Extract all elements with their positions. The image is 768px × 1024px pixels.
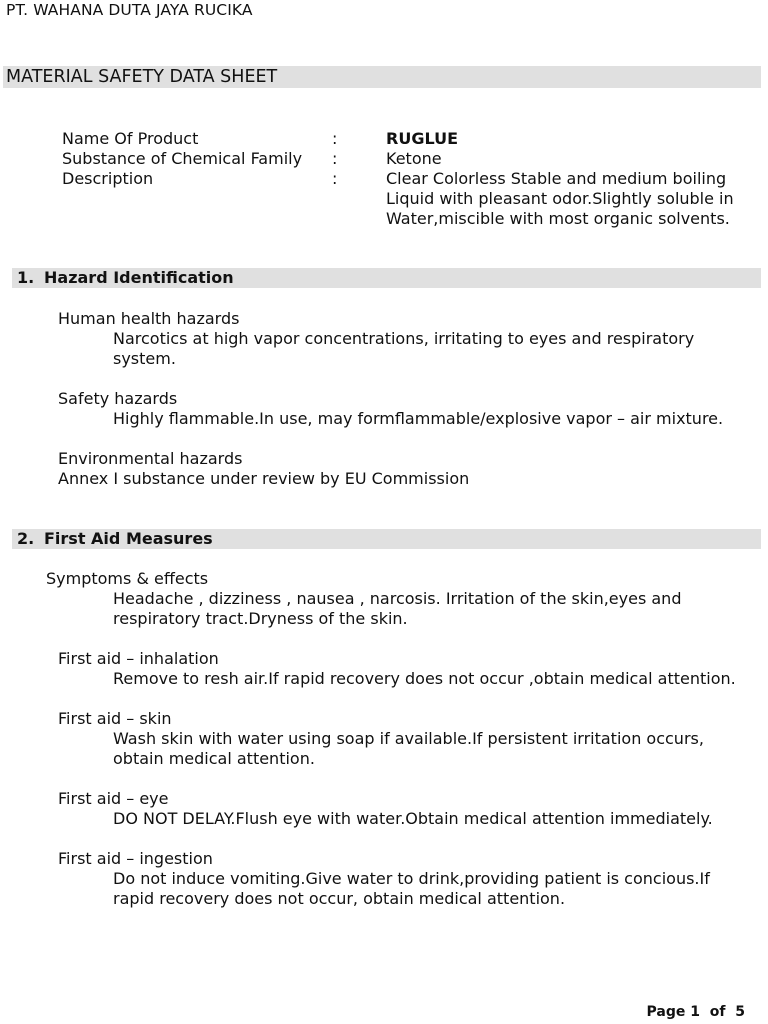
- section-2-heading: [17, 529, 213, 549]
- eye-text: DO NOT DELAY.Flush eye with water.Obtain medical attention immediately.: [113, 809, 713, 828]
- page-current: 1: [690, 1004, 701, 1020]
- section-1-heading: [17, 268, 234, 288]
- page-number: [647, 1004, 745, 1020]
- description-separator: :: [332, 169, 338, 188]
- document-title: MATERIAL SAFETY DATA SHEET: [6, 67, 278, 87]
- section-1-title: Hazard Identification: [44, 268, 234, 287]
- symptoms-text: respiratory tract.Dryness of the skin.: [113, 609, 408, 628]
- section-2-number: 2.: [17, 529, 35, 548]
- skin-label: First aid – skin: [58, 709, 172, 728]
- page-word: Page: [646, 1004, 686, 1020]
- skin-text: Wash skin with water using soap if available.If persistent irritation occurs,: [113, 729, 704, 748]
- chemical-family-label: Substance of Chemical Family: [62, 149, 303, 168]
- inhalation-text: Remove to resh air.If rapid recovery does not occur ,obtain medical attention.: [113, 669, 736, 688]
- safety-hazards-label: Safety hazards: [58, 389, 178, 408]
- symptoms-label: Symptoms & effects: [46, 569, 209, 588]
- of-word: of: [709, 1004, 726, 1020]
- section-1-number: 1.: [17, 268, 35, 287]
- skin-text: obtain medical attention.: [113, 749, 315, 768]
- human-health-text: system.: [113, 349, 176, 368]
- description-line: Clear Colorless Stable and medium boiling: [386, 169, 727, 188]
- section-2-title: First Aid Measures: [44, 529, 213, 548]
- product-name-separator: :: [332, 129, 338, 148]
- page-total: 5: [735, 1004, 745, 1020]
- chemical-family-value: Ketone: [386, 149, 442, 168]
- ingestion-text: rapid recovery does not occur, obtain medical attention.: [113, 889, 566, 908]
- symptoms-text: Headache , dizziness , nausea , narcosis. Irritation of the skin,eyes and: [113, 589, 682, 608]
- product-name-value: RUGLUE: [386, 129, 458, 148]
- company-name: PT. WAHANA DUTA JAYA RUCIKA: [6, 1, 253, 19]
- description-label: Description: [62, 169, 154, 188]
- description-line: Liquid with pleasant odor.Slightly soluble in: [386, 189, 734, 208]
- chemical-family-separator: :: [332, 149, 338, 168]
- eye-label: First aid – eye: [58, 789, 169, 808]
- human-health-text: Narcotics at high vapor concentrations, irritating to eyes and respiratory: [113, 329, 695, 348]
- safety-hazards-text: Highly flammable.In use, may formflammable/explosive vapor – air mixture.: [113, 409, 724, 428]
- description-line: Water,miscible with most organic solvents.: [386, 209, 730, 228]
- environmental-hazards-text: Annex I substance under review by EU Commission: [58, 469, 470, 488]
- ingestion-text: Do not induce vomiting.Give water to drink,providing patient is concious.If: [113, 869, 710, 888]
- human-health-label: Human health hazards: [58, 309, 240, 328]
- product-name-label: Name Of Product: [62, 129, 199, 148]
- ingestion-label: First aid – ingestion: [58, 849, 213, 868]
- inhalation-label: First aid – inhalation: [58, 649, 219, 668]
- environmental-hazards-label: Environmental hazards: [58, 449, 243, 468]
